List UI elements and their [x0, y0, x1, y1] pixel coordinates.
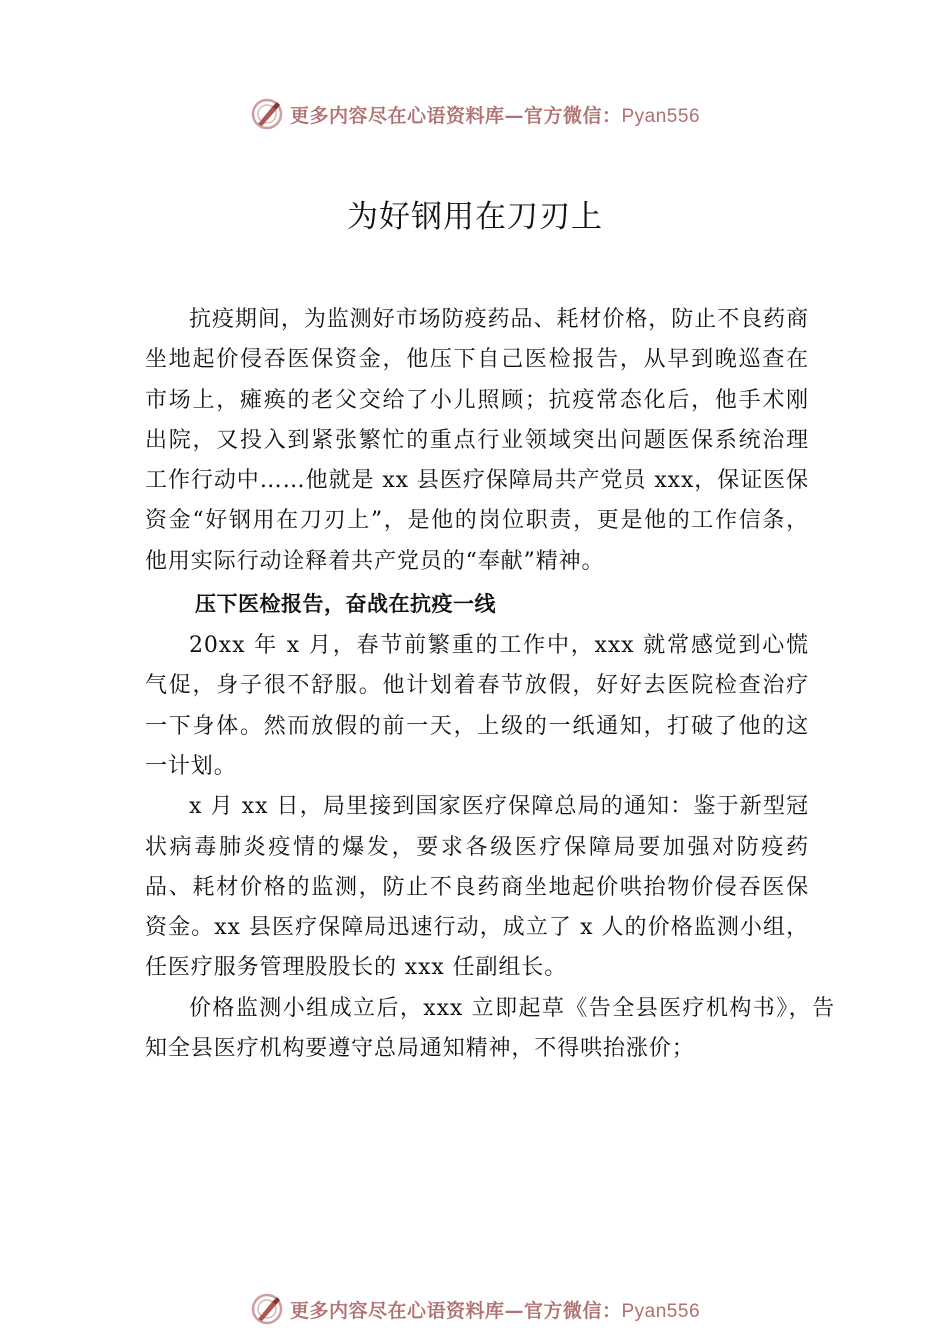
document-title: 为好钢用在刀刃上 [347, 199, 603, 235]
header-watermark [0, 94, 950, 134]
watermark-text: 更多内容尽在心语资料库—官方微信：Pyan556 [289, 104, 701, 127]
body-paragraph: 价格监测小组成立后，xxx 立即起草《告全县医疗机构书》，告知全县医疗机构要遵守总局通知精神，不得哄抬涨价； [145, 995, 835, 1062]
section-heading: 压下医检报告，奋战在抗疫一线 [195, 592, 496, 617]
pen-logo-icon [250, 97, 284, 131]
watermark-text: 更多内容尽在心语资料库—官方微信：Pyan556 [289, 1299, 701, 1322]
footer-watermark [0, 1289, 950, 1329]
body-paragraph: x 月 xx 日，局里接到国家医疗保障总局的通知：鉴于新型冠状病毒肺炎疫情的爆发，要求各级医疗保障局要加强对防疫药品、耗材价格的监测，防止不良药商坐地起价哄抬物价侵吞医保资金。xx 县医疗保障局迅速行动，成立了 x 人的价格监测小组，任医疗服务管理股股长的 xxx 任副组长。 [145, 794, 809, 981]
pen-logo-icon [250, 1292, 284, 1326]
body-paragraph: 20xx 年 x 月，春节前繁重的工作中，xxx 就常感觉到心慌气促，身子很不舒服。他计划着春节放假，好好去医院检查治疗一下身体。然而放假的前一天，上级的一纸通知，打破了他的这一计划。 [145, 633, 809, 779]
document-body [145, 300, 835, 1069]
intro-paragraph: 抗疫期间，为监测好市场防疫药品、耗材价格，防止不良药商坐地起价侵吞医保资金，他压下自己医检报告，从早到晚巡查在市场上，瘫痪的老父交给了小儿照顾；抗疫常态化后，他手术刚出院，又投入到紧张繁忙的重点行业领域突出问题医保系统治理工作行动中……他就是 xx 县医疗保障局共产党员 xxx，保证医保资金“好钢用在刀刃上”，是他的岗位职责，更是他的工作信条，他用实际行动诠释着共产党员的“奉献”精神。 [145, 307, 809, 574]
